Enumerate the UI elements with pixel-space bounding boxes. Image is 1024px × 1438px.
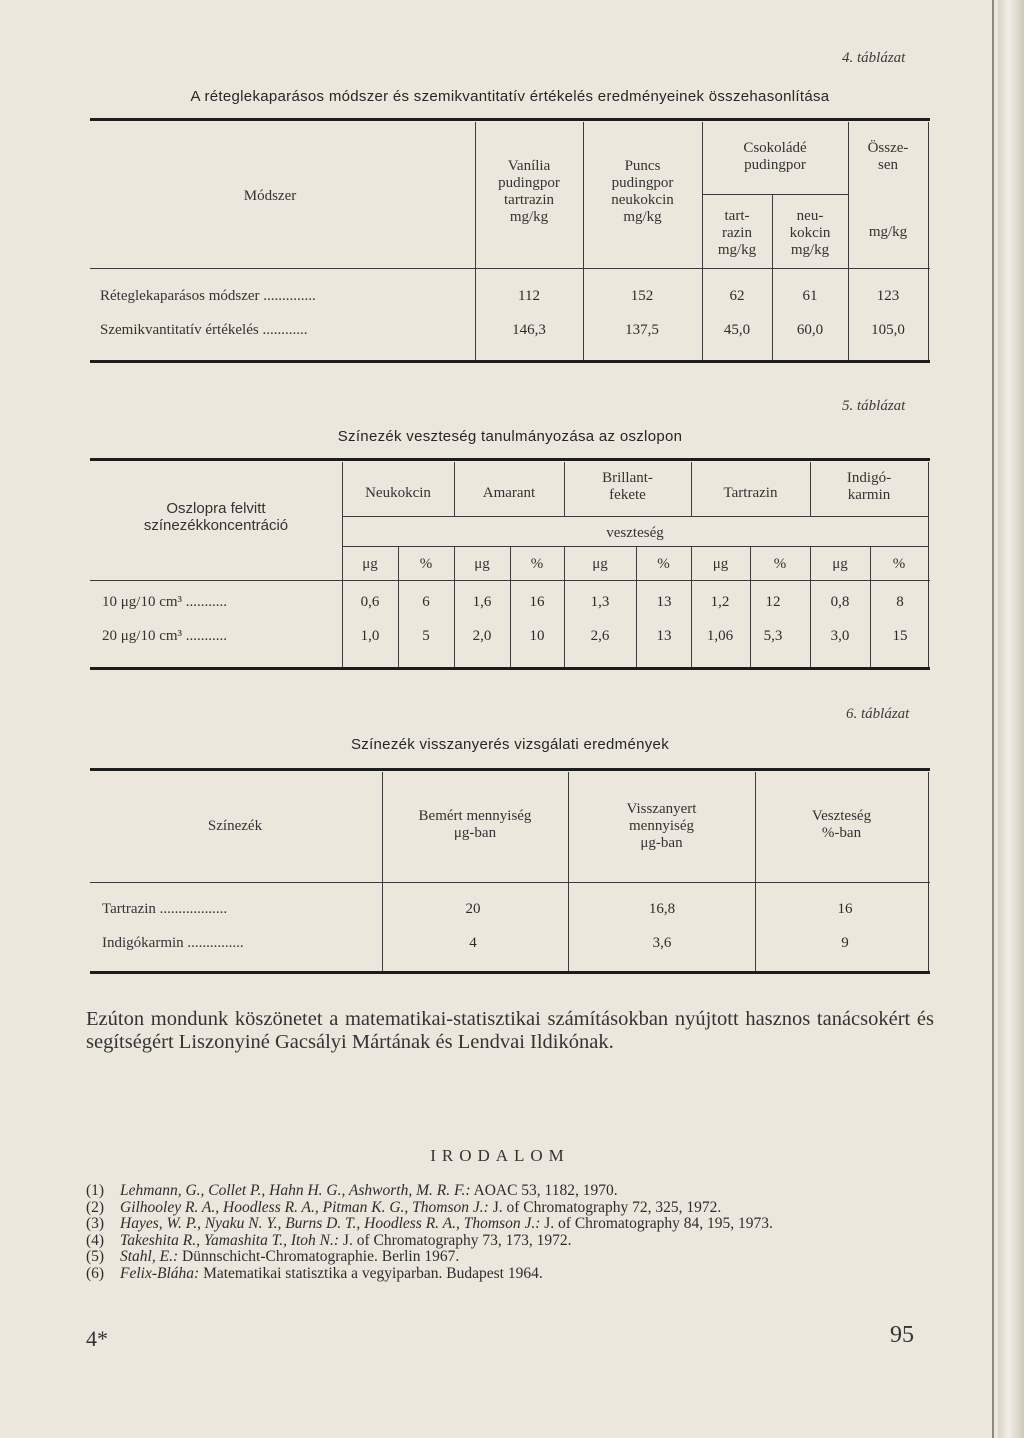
header-modszer: Módszer <box>243 188 297 204</box>
reference-source: Dünnschicht-Chromatographie. Berlin 1967. <box>182 1248 460 1265</box>
table4-cell: 45,0 <box>723 322 751 338</box>
table5-cell: 1,6 <box>472 594 492 610</box>
table4-cell: 137,5 <box>625 322 659 338</box>
reference-authors: Gilhooley R. A., Hoodless R. A., Pitman K. G., Thomson J.: <box>120 1198 489 1216</box>
table5-cell: 1,3 <box>590 594 610 610</box>
table5-cell: 16 <box>529 594 545 610</box>
header-line: Oszlopra felvitt <box>166 500 266 517</box>
unit-mu: μg <box>362 556 378 572</box>
unit-pct: % <box>657 556 670 572</box>
table6-header-rule <box>90 882 930 883</box>
header-bemert <box>382 808 568 842</box>
table4-cell: 152 <box>630 288 654 304</box>
reference-source: AOAC 53, 1182, 1970. <box>473 1182 618 1199</box>
reference-authors: Hayes, W. P., Nyaku N. Y., Burns D. T., Hoodless R. A., Thomson J.: <box>120 1215 541 1232</box>
header-line: Indigó- <box>846 470 892 486</box>
header-line: pudingpor <box>611 175 674 191</box>
table5-cell: 8 <box>896 594 904 610</box>
table5-cell: 5,3 <box>763 628 783 644</box>
unit-pct: % <box>892 556 906 572</box>
header-line: színezékkoncentráció <box>143 517 289 534</box>
header-neukokcin: Neukokcin <box>365 485 431 501</box>
table5-cell: 0,8 <box>830 594 850 610</box>
table5-cell: 13 <box>656 594 672 610</box>
table5-cell: 5 <box>422 628 430 644</box>
reference-item <box>86 1216 936 1233</box>
table4-cell: 62 <box>729 288 745 304</box>
header-osszesen-unit: mg/kg <box>868 224 908 240</box>
table6 <box>90 768 930 974</box>
acknowledgement-paragraph: Ezúton mondunk köszönetet a matematikai-statisztikai számításokban nyújtott hasznos tanácsokért és segítségért Liszonyiné Gacsályi Mártának és Lendvai Ildikónak. <box>86 1008 934 1053</box>
table6-row-label: Indigókarmin ............... <box>102 935 244 951</box>
header-oszlop <box>90 500 342 534</box>
reference-number: (6) <box>86 1264 105 1282</box>
table5-veszteseg-rule <box>342 516 928 517</box>
reference-number: (2) <box>86 1198 105 1216</box>
reference-authors: Lehmann, G., Collet P., Hahn H. G., Ashworth, M. R. F.: <box>120 1182 471 1199</box>
page-edge <box>998 0 1024 1438</box>
reference-number: (4) <box>86 1231 105 1249</box>
table4-title: A réteglekaparásos módszer és szemikvantitatív értékelés eredményeinek összehasonlítása <box>190 88 830 105</box>
reference-number: (1) <box>86 1182 105 1199</box>
header-brillant <box>564 470 691 504</box>
header-line: Össze- <box>867 140 909 156</box>
header-veszteseg <box>755 808 928 842</box>
header-csokolade <box>702 140 848 174</box>
table5-cell: 12 <box>765 594 781 610</box>
header-line: Bemért mennyiség <box>418 808 532 824</box>
table5-row-label: 20 μg/10 cm³ ........... <box>102 628 228 644</box>
header-line: %-ban <box>821 825 862 841</box>
header-line: mg/kg <box>623 209 662 225</box>
header-line: pudingpor <box>498 175 560 191</box>
header-line: pudingpor <box>744 157 806 173</box>
unit-mu: μg <box>592 556 608 572</box>
header-line: fekete <box>609 487 646 503</box>
vline <box>928 122 929 360</box>
table5-cell: 10 <box>529 628 545 644</box>
table4-cell: 123 <box>876 288 900 304</box>
header-line: tartrazin <box>504 192 554 208</box>
unit-pct: % <box>773 556 787 572</box>
table4-label: 4. táblázat <box>842 50 906 66</box>
header-line: μg-ban <box>640 835 683 851</box>
header-veszteseg: veszteség <box>606 525 664 541</box>
header-line: kokcin <box>789 225 831 241</box>
header-line: neu- <box>796 208 824 224</box>
table5-cell: 2,0 <box>472 628 492 644</box>
header-line: Visszanyert <box>626 801 697 817</box>
header-amarant: Amarant <box>482 485 536 501</box>
header-tartrazin: Tartrazin <box>723 485 778 501</box>
table6-cell: 20 <box>465 901 481 917</box>
header-line: tart- <box>724 208 750 224</box>
reference-authors: Felix-Bláha: <box>120 1264 200 1282</box>
header-line: mg/kg <box>717 242 757 258</box>
page-number: 95 <box>890 1322 914 1348</box>
table6-cell: 4 <box>469 935 477 951</box>
header-line: μg-ban <box>453 825 497 841</box>
table5-label: 5. táblázat <box>842 398 906 414</box>
header-line: Veszteség <box>811 808 872 824</box>
table4-row-label: Szemikvantitatív értékelés ............ <box>100 322 308 338</box>
header-line: razin <box>722 225 752 241</box>
table6-cell: 9 <box>841 935 849 951</box>
unit-mu: μg <box>474 556 490 572</box>
header-line: mg/kg <box>509 209 549 225</box>
table6-cell: 16 <box>837 901 853 917</box>
reference-item <box>86 1183 936 1200</box>
table6-cell: 16,8 <box>648 901 676 917</box>
table6-title: Színezék visszanyerés vizsgálati eredmények <box>350 736 670 753</box>
references-title: IRODALOM <box>430 1146 570 1165</box>
reference-authors: Stahl, E.: <box>120 1248 179 1265</box>
header-line: mennyiség <box>629 818 694 834</box>
table5-top-rule <box>90 458 930 461</box>
reference-source: Matematikai statisztika a vegyiparban. Budapest 1964. <box>203 1264 543 1282</box>
table4-bottom-rule <box>90 360 930 363</box>
table5-cell: 1,2 <box>710 594 730 610</box>
table6-cell: 3,6 <box>652 935 672 951</box>
signature-mark: 4* <box>86 1326 108 1351</box>
unit-pct: % <box>419 556 433 572</box>
table6-bottom-rule <box>90 971 930 974</box>
header-line: Vanília <box>507 158 551 174</box>
table4-cell: 112 <box>518 288 540 304</box>
table4-csok-rule <box>702 194 848 195</box>
header-indigo <box>810 470 928 504</box>
table4-cell: 60,0 <box>796 322 824 338</box>
header-line: mg/kg <box>790 242 830 258</box>
reference-source: J. of Chromatography 84, 195, 1973. <box>544 1215 773 1232</box>
reference-source: J. of Chromatography 73, 173, 1972. <box>342 1231 572 1249</box>
header-line: Brillant- <box>602 470 653 486</box>
header-visszanyert <box>568 801 755 852</box>
header-szinezek: Színezék <box>207 818 263 834</box>
header-vanilia <box>475 158 583 226</box>
header-line: Puncs <box>624 158 661 174</box>
header-osszesen <box>848 140 928 174</box>
table5-cell: 3,0 <box>830 628 850 644</box>
header-csok-neukokcin <box>772 208 848 259</box>
table5-unit-rule <box>342 546 928 547</box>
reference-item <box>86 1233 936 1250</box>
table5-cell: 1,06 <box>706 628 734 644</box>
table6-top-rule <box>90 768 930 771</box>
reference-item <box>86 1266 936 1283</box>
table5-title: Színezék veszteség tanulmányozása az oszlopon <box>337 428 683 445</box>
table6-row-label: Tartrazin .................. <box>102 901 228 917</box>
table5-cell: 2,6 <box>590 628 610 644</box>
table4-cell: 61 <box>802 288 818 304</box>
vline <box>928 772 929 971</box>
table5-cell: 15 <box>892 628 908 644</box>
table5-cell: 0,6 <box>360 594 380 610</box>
table4 <box>90 118 930 363</box>
header-line: karmin <box>847 487 891 503</box>
table5-row-label: 10 μg/10 cm³ ........... <box>102 594 228 610</box>
vline <box>755 772 756 971</box>
table5-cell: 13 <box>656 628 672 644</box>
unit-mu: μg <box>712 556 729 572</box>
reference-number: (3) <box>86 1215 105 1232</box>
reference-number: (5) <box>86 1248 105 1265</box>
reference-list <box>86 1183 936 1282</box>
table4-cell: 146,3 <box>512 322 546 338</box>
header-csok-tartrazin <box>702 208 772 259</box>
table6-label: 6. táblázat <box>846 706 910 722</box>
table4-top-rule <box>90 118 930 121</box>
unit-mu: μg <box>832 556 848 572</box>
reference-item <box>86 1200 936 1217</box>
table5-cell: 1,0 <box>360 628 380 644</box>
table4-row-label: Réteglekaparásos módszer .............. <box>100 288 316 304</box>
header-line: sen <box>878 157 898 173</box>
reference-source: J. of Chromatography 72, 325, 1972. <box>492 1198 722 1216</box>
table5-cell: 6 <box>422 594 430 610</box>
header-puncs <box>583 158 702 226</box>
unit-pct: % <box>530 556 544 572</box>
table5 <box>90 458 930 670</box>
table5-bottom-rule <box>90 667 930 670</box>
header-line: neukokcin <box>611 192 674 208</box>
table4-cell: 105,0 <box>871 322 905 338</box>
reference-authors: Takeshita R., Yamashita T., Itoh N.: <box>120 1231 340 1249</box>
table4-header-rule <box>90 268 930 269</box>
reference-item <box>86 1249 936 1266</box>
vline <box>382 772 383 971</box>
header-line: Csokoládé <box>743 140 807 156</box>
